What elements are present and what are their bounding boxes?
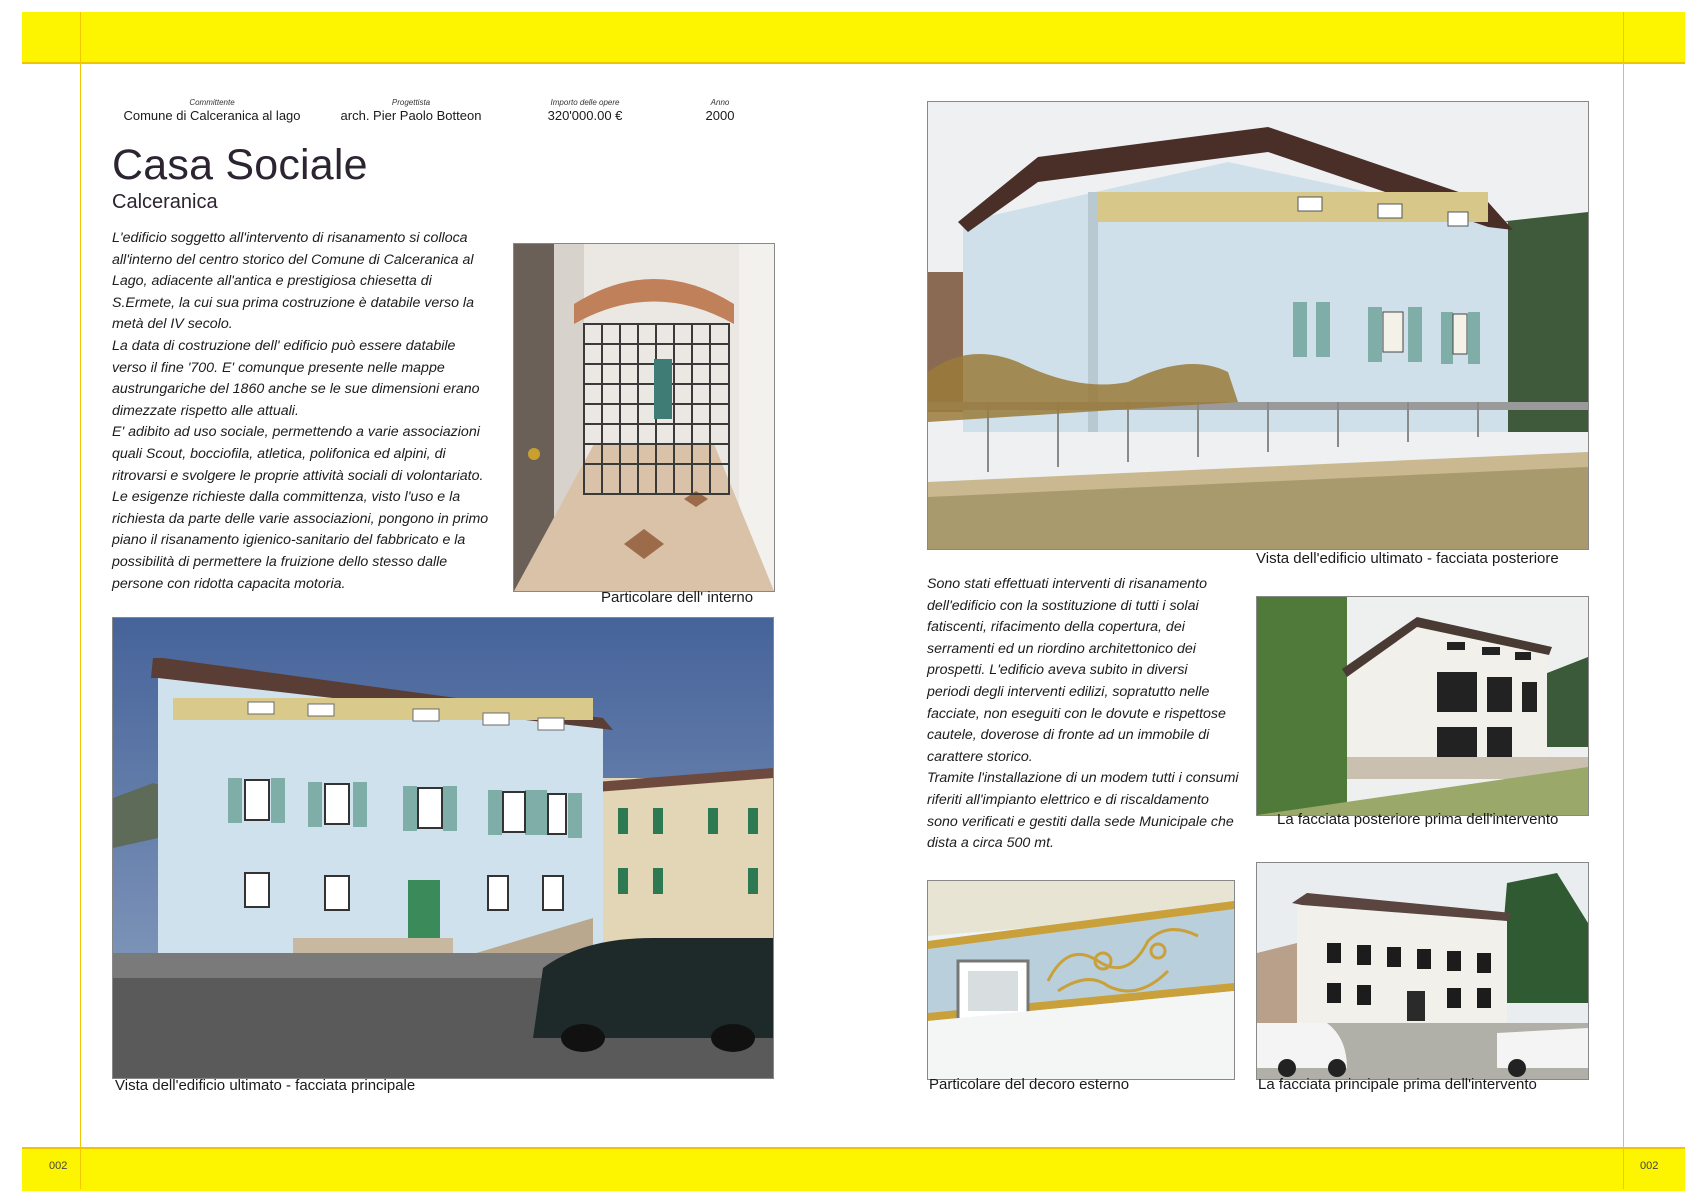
- text-line: quali Scout, bocciofila, atletica, polifonica ed alpini, di: [112, 445, 446, 462]
- guide-line-left: [80, 12, 81, 1189]
- text-line: periodi degli interventi edilizi, sopratutto nelle: [927, 683, 1210, 700]
- caption-decor: Particolare del decoro esterno: [929, 1076, 1130, 1093]
- text-line: prospetti. L'edificio aveva subito in diversi: [927, 662, 1188, 679]
- text-line: Lago, adiacente all'antica e prestigiosa chiesetta di: [112, 273, 432, 290]
- meta-progettista: [326, 98, 496, 123]
- page-number-right: 002: [1640, 1160, 1659, 1172]
- page-number-left: 002: [49, 1160, 68, 1172]
- text-line: L'edificio soggetto all'intervento di risanamento si colloca: [112, 230, 468, 246]
- left-description: [112, 228, 512, 595]
- page-subtitle: Calceranica: [112, 191, 218, 213]
- main-facade-photo: [112, 617, 774, 1079]
- committente-label: Committente: [189, 98, 235, 107]
- text-line: persone con ridotta capacita motoria.: [112, 575, 346, 592]
- text-line: S.Ermete, la cui sua prima costruzione è databile verso la: [112, 294, 474, 311]
- top-band: [22, 12, 1685, 64]
- text-line: austrungariche del 1860 anche se le sue dimensioni erano: [112, 381, 480, 398]
- text-line: riferiti all'impianto elettrico e di riscaldamento: [927, 791, 1209, 808]
- meta-committente: [112, 98, 312, 123]
- progettista-value: arch. Pier Paolo Botteon: [340, 108, 482, 123]
- page-title: Casa Sociale: [112, 141, 368, 189]
- decor-photo: [927, 880, 1235, 1080]
- meta-anno: [690, 98, 750, 123]
- text-line: possibilità di permettere la fruizione dello stesso dalle: [112, 553, 448, 570]
- anno-label: Anno: [710, 98, 730, 107]
- rear-before-photo: [1256, 596, 1589, 816]
- meta-importo: [525, 98, 645, 123]
- text-line: fatiscenti, rifacimento della copertura, dei: [927, 619, 1185, 636]
- text-line: Sono stati effettuati interventi di risanamento: [927, 576, 1207, 592]
- text-line: La data di costruzione dell' edificio può essere databile: [112, 337, 456, 354]
- committente-value: Comune di Calceranica al lago: [123, 108, 301, 123]
- text-line: piano il risanamento igienico-sanitario del fabbricato e la: [112, 532, 466, 549]
- text-line: all'interno del centro storico del Comune di Calceranica al: [112, 251, 474, 268]
- caption-rear-before: La facciata posteriore prima dell'intervento: [1277, 811, 1559, 828]
- text-line: verso il fine '700. E' comunque presente nelle mappe: [112, 359, 445, 376]
- guide-line-right: [1623, 12, 1624, 1189]
- importo-label: Importo delle opere: [550, 98, 620, 107]
- progettista-label: Progettista: [391, 98, 431, 107]
- anno-value: 2000: [705, 108, 735, 123]
- caption-front-before: La facciata principale prima dell'intervento: [1258, 1076, 1537, 1093]
- importo-value: 320'000.00 €: [547, 108, 623, 123]
- text-line: richiesta da parte delle varie associazioni, pongono in primo: [112, 510, 489, 527]
- caption-main-facade: Vista dell'edificio ultimato - facciata principale: [115, 1077, 416, 1094]
- interior-photo: [513, 243, 775, 592]
- text-line: ritrovarsi e svolgere le proprie attività sociali di volontariato.: [112, 467, 484, 484]
- bottom-band: [22, 1147, 1685, 1191]
- text-line: sono verificati e gestiti dalla sede Municipale che: [927, 813, 1234, 830]
- text-line: Le esigenze richieste dalla committenza, visto l'uso e la: [112, 489, 461, 506]
- text-line: Tramite l'installazione di un modem tutti i consumi: [927, 770, 1239, 787]
- front-before-photo: [1256, 862, 1589, 1080]
- text-line: cautele, doverose di fronte ad un immobile di: [927, 727, 1210, 744]
- text-line: carattere storico.: [927, 748, 1033, 765]
- right-description: [927, 574, 1257, 855]
- text-line: E' adibito ad uso sociale, permettendo a varie associazioni: [112, 424, 480, 441]
- text-line: dista a circa 500 mt.: [927, 835, 1054, 852]
- caption-interior: Particolare dell' interno: [601, 589, 754, 606]
- text-line: dell'edificio con la sostituzione di tutti i solai: [927, 597, 1199, 614]
- text-line: serramenti ed un riordino architettonico dei: [927, 640, 1196, 657]
- caption-rear-facade: Vista dell'edificio ultimato - facciata posteriore: [1256, 550, 1559, 567]
- text-line: dimezzate rispetto alle attuali.: [112, 402, 299, 419]
- rear-facade-photo: [927, 101, 1589, 550]
- text-line: metà del IV secolo.: [112, 316, 233, 333]
- text-line: facciate, non eseguiti con le dovute e rispettose: [927, 705, 1226, 722]
